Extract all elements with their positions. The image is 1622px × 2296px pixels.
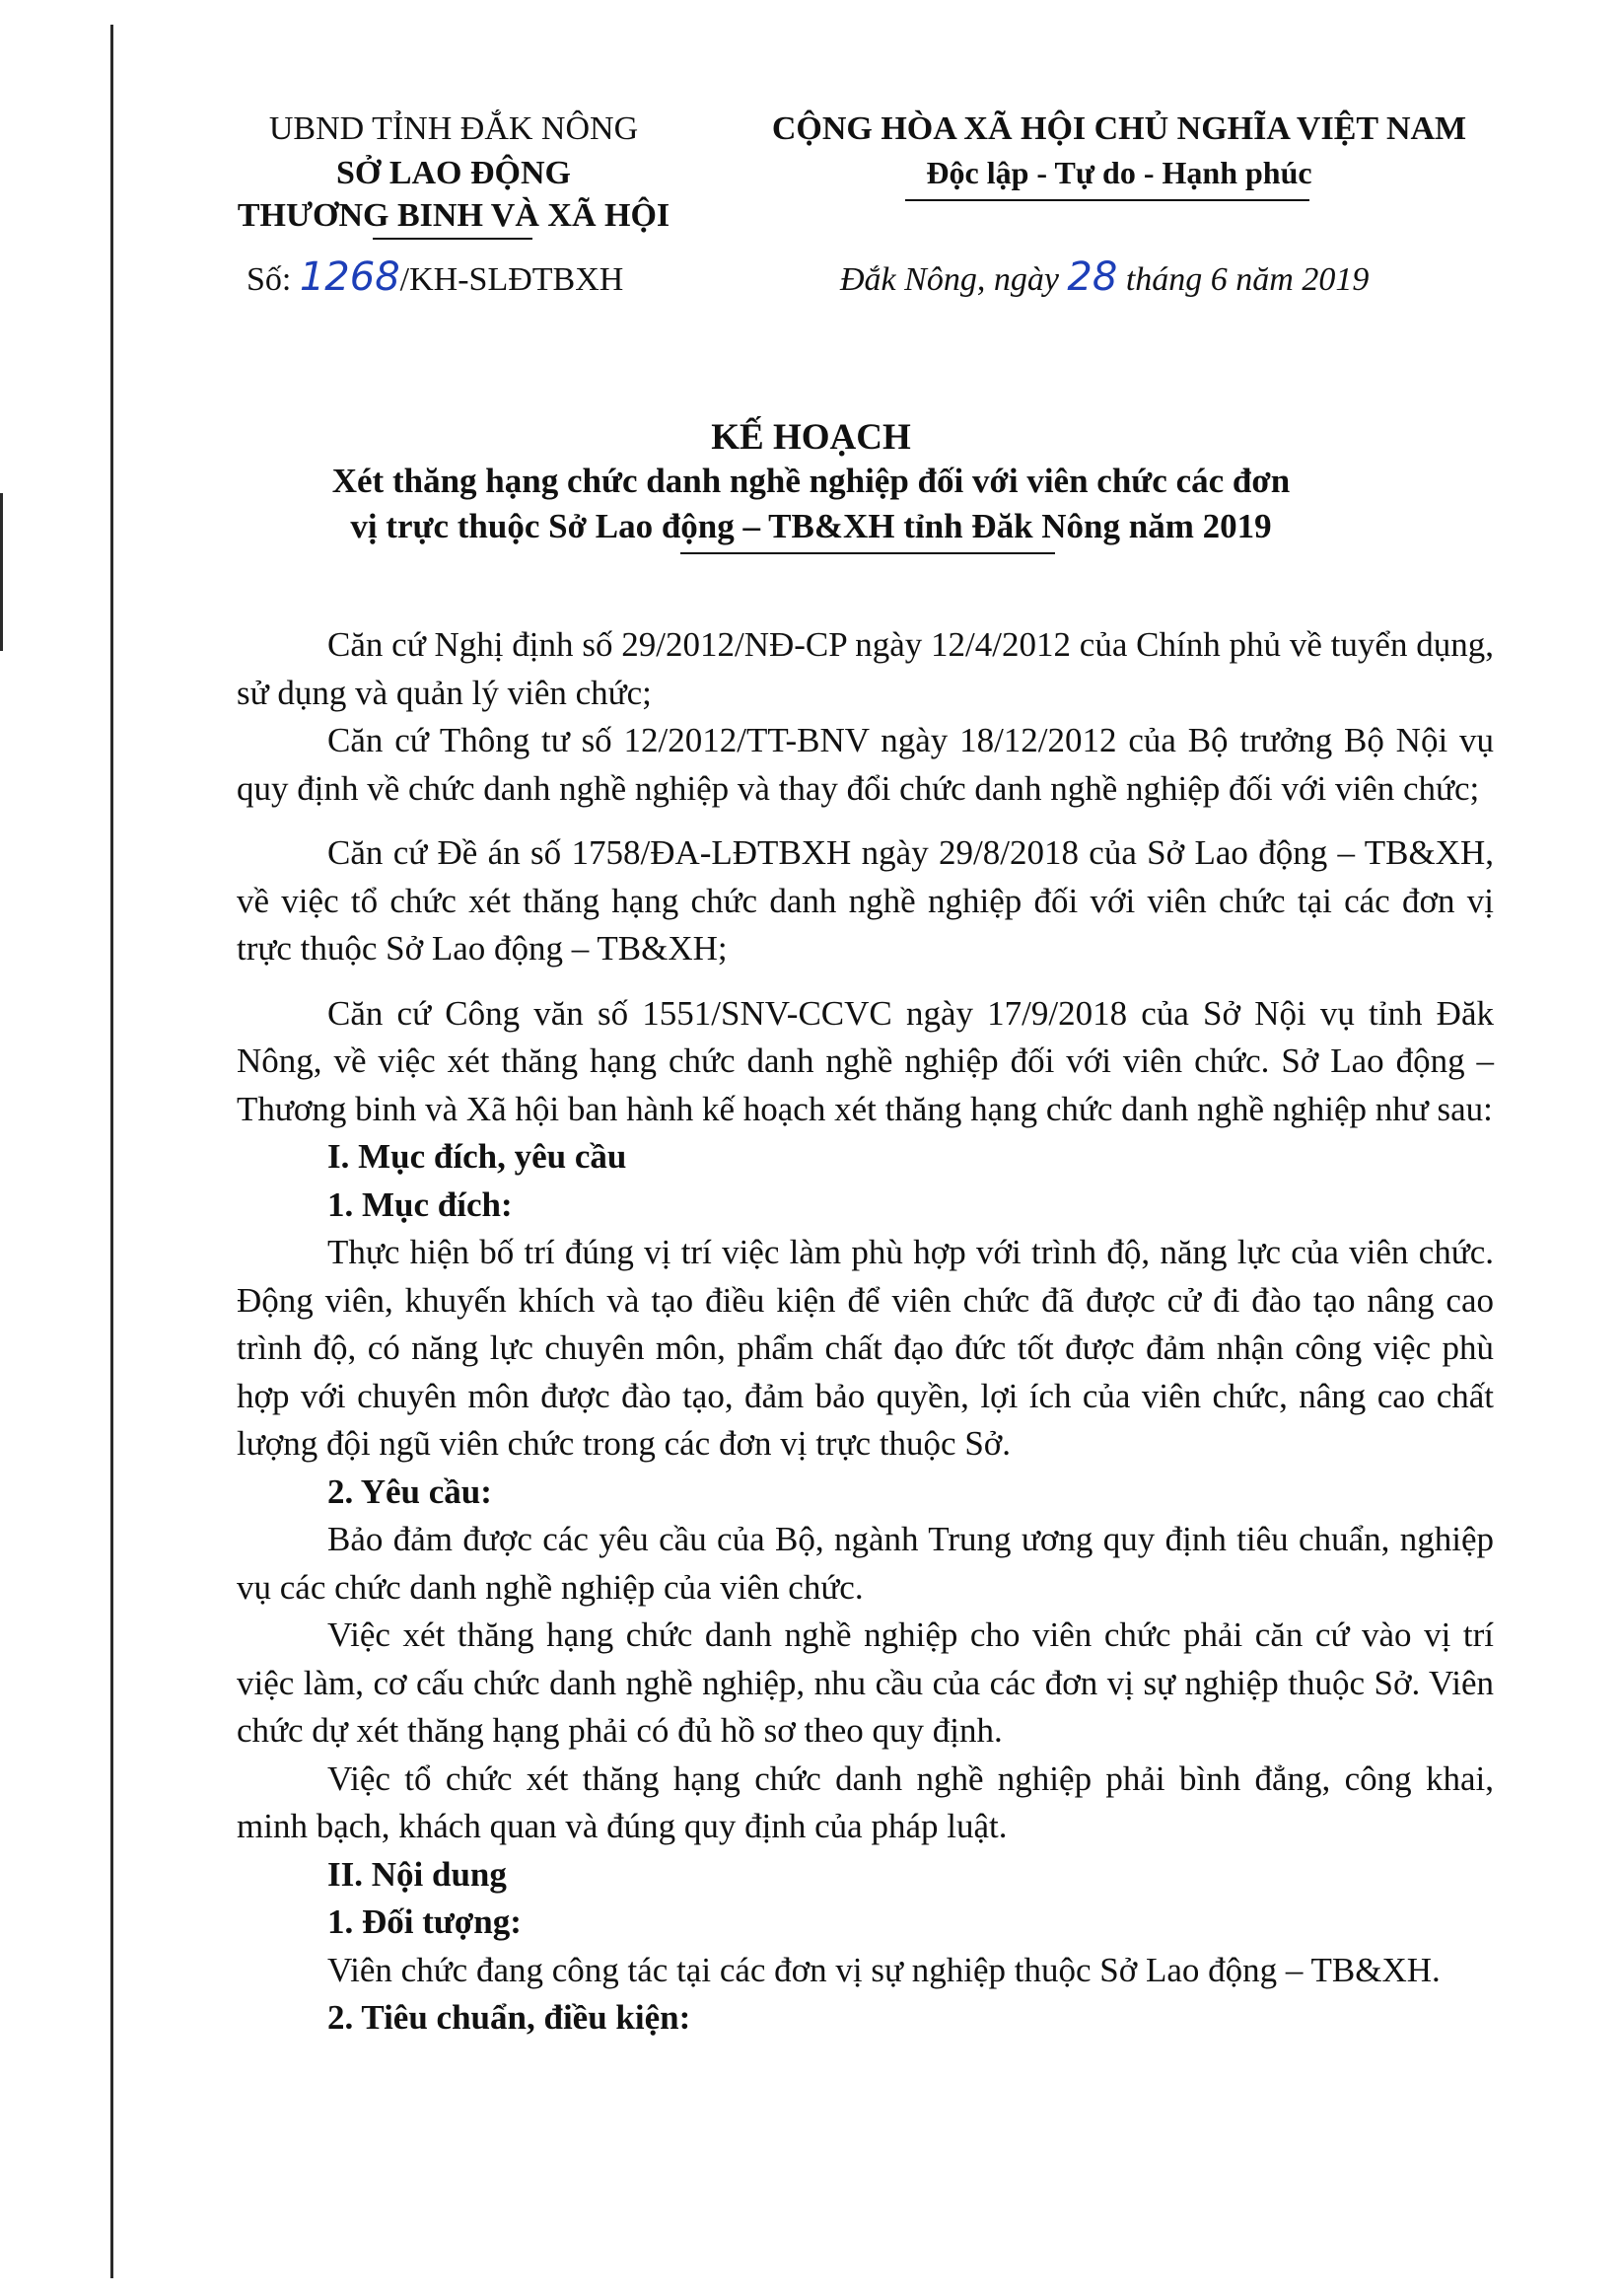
section-heading-I: I. Mục đích, yêu cầu: [327, 1137, 627, 1176]
requirements-paragraph-1: Bảo đảm được các yêu cầu của Bộ, ngành Trung ương quy định tiêu chuẩn, nghiệp vụ các chức danh nghề nghiệp của viên chức.: [237, 1520, 1494, 1607]
section-heading-II: II. Nội dung: [327, 1854, 507, 1894]
purpose-paragraph: Thực hiện bố trí đúng vị trí việc làm phù hợp với trình độ, năng lực của viên chức. Động viên, khuyến khích và tạo điều kiện để viên chức đã được cử đi đào tạo nâng cao trình độ, có năng lực chuyên môn, phẩm chất đạo đức tốt được đảm nhận công việc phù hợp với chuyên môn được đào tạo, đảm bảo quyền, lợi ích của viên chức, nâng cao chất lượng đội ngũ viên chức trong các đơn vị trực thuộc Sở.: [237, 1233, 1494, 1463]
issue-date-suffix: tháng 6 năm 2019: [1125, 261, 1370, 298]
requirements-paragraph-3: Việc tổ chức xét thăng hạng chức danh nghề nghiệp phải bình đẳng, công khai, minh bạch, khách quan và đúng quy định của pháp luật.: [237, 1758, 1494, 1845]
issue-date-day-handwritten: 28: [1067, 254, 1118, 300]
document-number-prefix: Số:: [247, 261, 292, 298]
issue-date-prefix: Đắk Nông, ngày: [840, 261, 1059, 298]
scan-edge-line: [110, 25, 113, 2278]
requirements-paragraph-2: Việc xét thăng hạng chức danh nghề nghiệp cho viên chức phải căn cứ vào vị trí việc làm, cơ cấu chức danh nghề nghiệp, nhu cầu của các đơn vị sự nghiệp thuộc Sở. Viên chức dự xét thăng hạng phải có đủ hồ sơ theo quy định.: [237, 1615, 1494, 1750]
subjects-paragraph: Viên chức đang công tác tại các đơn vị sự nghiệp thuộc Sở Lao động – TB&XH.: [327, 1950, 1441, 1989]
document-number: [247, 254, 623, 300]
legal-basis-official-letter: Căn cứ Công văn số 1551/SNV-CCVC ngày 17/9/2018 của Sở Nội vụ tỉnh Đăk Nông, về việc xét thăng hạng chức danh nghề nghiệp đối với viên chức. Sở Lao động – Thương binh và Xã hội ban hành kế hoạch xét thăng hạng chức danh nghề nghiệp như sau:: [237, 993, 1494, 1128]
issuer-department-line2: THƯƠNG BINH VÀ XÃ HỘI: [237, 197, 670, 234]
country-name: CỘNG HÒA XÃ HỘI CHỦ NGHĨA VIỆT NAM: [771, 110, 1467, 147]
issuer-underline: [373, 238, 532, 240]
national-motto: Độc lập - Tự do - Hạnh phúc: [926, 155, 1312, 190]
document-number-suffix: /KH-SLĐTBXH: [399, 261, 624, 298]
legal-basis-project: Căn cứ Đề án số 1758/ĐA-LĐTBXH ngày 29/8/2018 của Sở Lao động – TB&XH, về việc tổ chức xét thăng hạng chức danh nghề nghiệp đối với viên chức tại các đơn vị trực thuộc Sở Lao động – TB&XH;: [237, 833, 1494, 968]
subsection-heading-requirements: 2. Yêu cầu:: [327, 1471, 492, 1511]
subsection-heading-criteria: 2. Tiêu chuẩn, điều kiện:: [327, 1998, 691, 2037]
document-title: KẾ HOẠCH: [711, 417, 911, 458]
motto-underline: [905, 199, 1309, 201]
subsection-heading-purpose: 1. Mục đích:: [327, 1184, 513, 1224]
subsection-heading-subjects: 1. Đối tượng:: [327, 1902, 522, 1941]
document-subtitle-line1: Xét thăng hạng chức danh nghề nghiệp đối với viên chức các đơn: [331, 462, 1291, 500]
title-underline: [680, 552, 1055, 554]
issuer-province: UBND TỈNH ĐẮK NÔNG: [268, 110, 639, 147]
document-number-handwritten: 1268: [299, 254, 400, 300]
document-subtitle-line2: vị trực thuộc Sở Lao động – TB&XH tỉnh Đăk Nông năm 2019: [350, 507, 1272, 545]
legal-basis-decree: Căn cứ Nghị định số 29/2012/NĐ-CP ngày 12/4/2012 của Chính phủ về tuyển dụng, sử dụng và quản lý viên chức;: [237, 625, 1494, 712]
legal-basis-circular: Căn cứ Thông tư số 12/2012/TT-BNV ngày 18/12/2012 của Bộ trưởng Bộ Nội vụ quy định về chức danh nghề nghiệp và thay đổi chức danh nghề nghiệp đối với viên chức;: [237, 721, 1494, 808]
issuer-department-line1: SỞ LAO ĐỘNG: [335, 155, 572, 191]
issue-date: [840, 254, 1369, 300]
document-body: [237, 621, 1494, 2043]
